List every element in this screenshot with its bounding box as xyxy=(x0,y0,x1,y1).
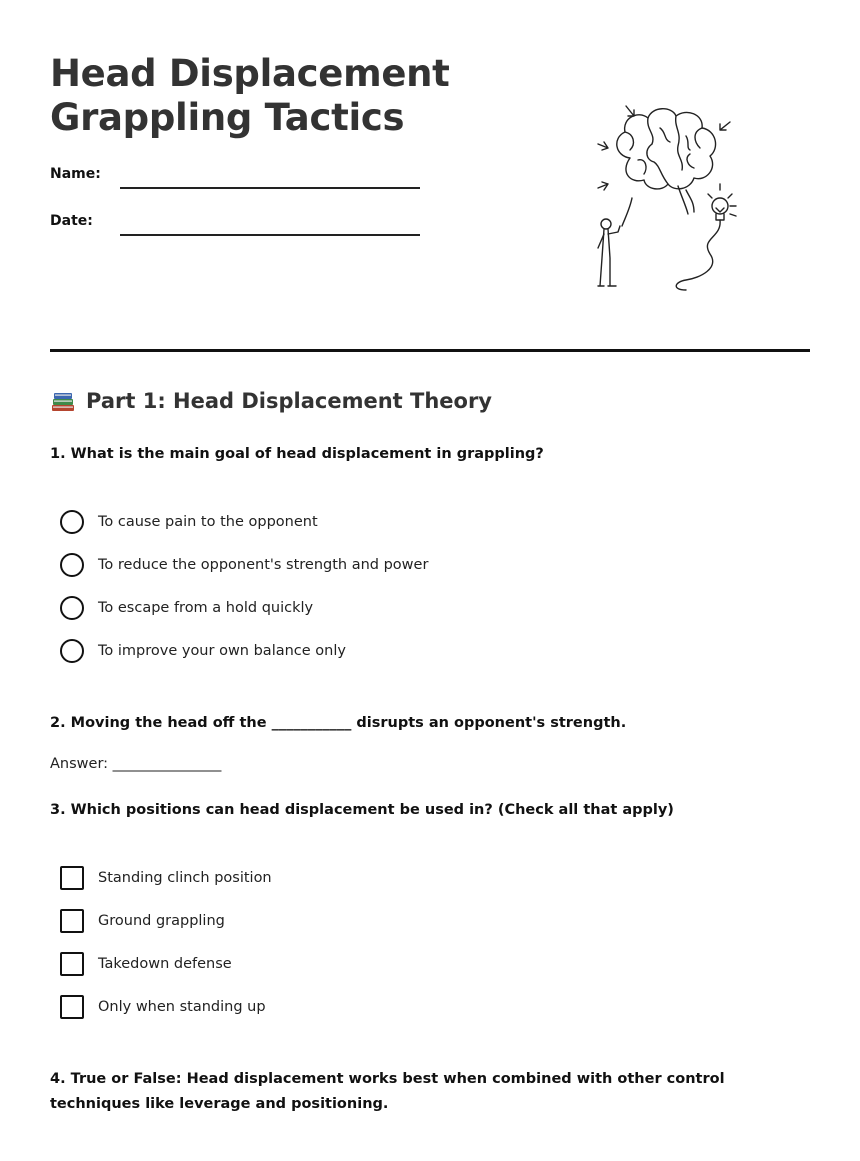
option-label: Takedown defense xyxy=(98,956,232,972)
date-field[interactable] xyxy=(120,234,420,236)
question-4: 4. True or False: Head displacement works best when combined with other control techniques like leverage and positioning. xyxy=(50,1071,725,1112)
question-1: 1. What is the main goal of head displacement in grappling? xyxy=(50,446,544,462)
date-label: Date: xyxy=(50,213,93,229)
question-2: 2. Moving the head off the ___________ disrupts an opponent's strength. xyxy=(50,715,627,731)
radio-button[interactable] xyxy=(60,553,84,577)
q3-option-4[interactable] xyxy=(60,995,266,1019)
books-icon xyxy=(50,388,76,414)
brain-lightbulb-illustration-icon xyxy=(590,98,750,298)
option-label: To improve your own balance only xyxy=(98,643,346,659)
radio-button[interactable] xyxy=(60,596,84,620)
q1-option-1[interactable] xyxy=(60,510,318,534)
header-divider xyxy=(50,349,810,352)
answer-field[interactable]: Answer: _______________ xyxy=(50,756,222,772)
checkbox[interactable] xyxy=(60,866,84,890)
q3-option-3[interactable] xyxy=(60,952,232,976)
option-label: To cause pain to the opponent xyxy=(98,514,318,530)
option-label: Standing clinch position xyxy=(98,870,272,886)
title-line-1: Head Displacement xyxy=(50,52,450,95)
question-3: 3. Which positions can head displacement be used in? (Check all that apply) xyxy=(50,802,674,818)
option-label: Only when standing up xyxy=(98,999,266,1015)
q1-option-2[interactable] xyxy=(60,553,428,577)
option-label: Ground grappling xyxy=(98,913,225,929)
checkbox[interactable] xyxy=(60,995,84,1019)
q3-option-2[interactable] xyxy=(60,909,225,933)
option-label: To escape from a hold quickly xyxy=(98,600,314,616)
part1-heading-text: Part 1: Head Displacement Theory xyxy=(86,389,492,413)
option-label: To reduce the opponent's strength and power xyxy=(98,557,429,573)
worksheet-title xyxy=(50,52,490,140)
q3-option-1[interactable] xyxy=(60,866,272,890)
name-field[interactable] xyxy=(120,187,420,189)
radio-button[interactable] xyxy=(60,510,84,534)
checkbox[interactable] xyxy=(60,909,84,933)
q1-option-3[interactable] xyxy=(60,596,313,620)
name-label: Name: xyxy=(50,166,101,182)
checkbox[interactable] xyxy=(60,952,84,976)
radio-button[interactable] xyxy=(60,639,84,663)
part1-heading xyxy=(50,388,492,414)
q1-option-4[interactable] xyxy=(60,639,346,663)
title-line-2: Grappling Tactics xyxy=(50,96,405,139)
